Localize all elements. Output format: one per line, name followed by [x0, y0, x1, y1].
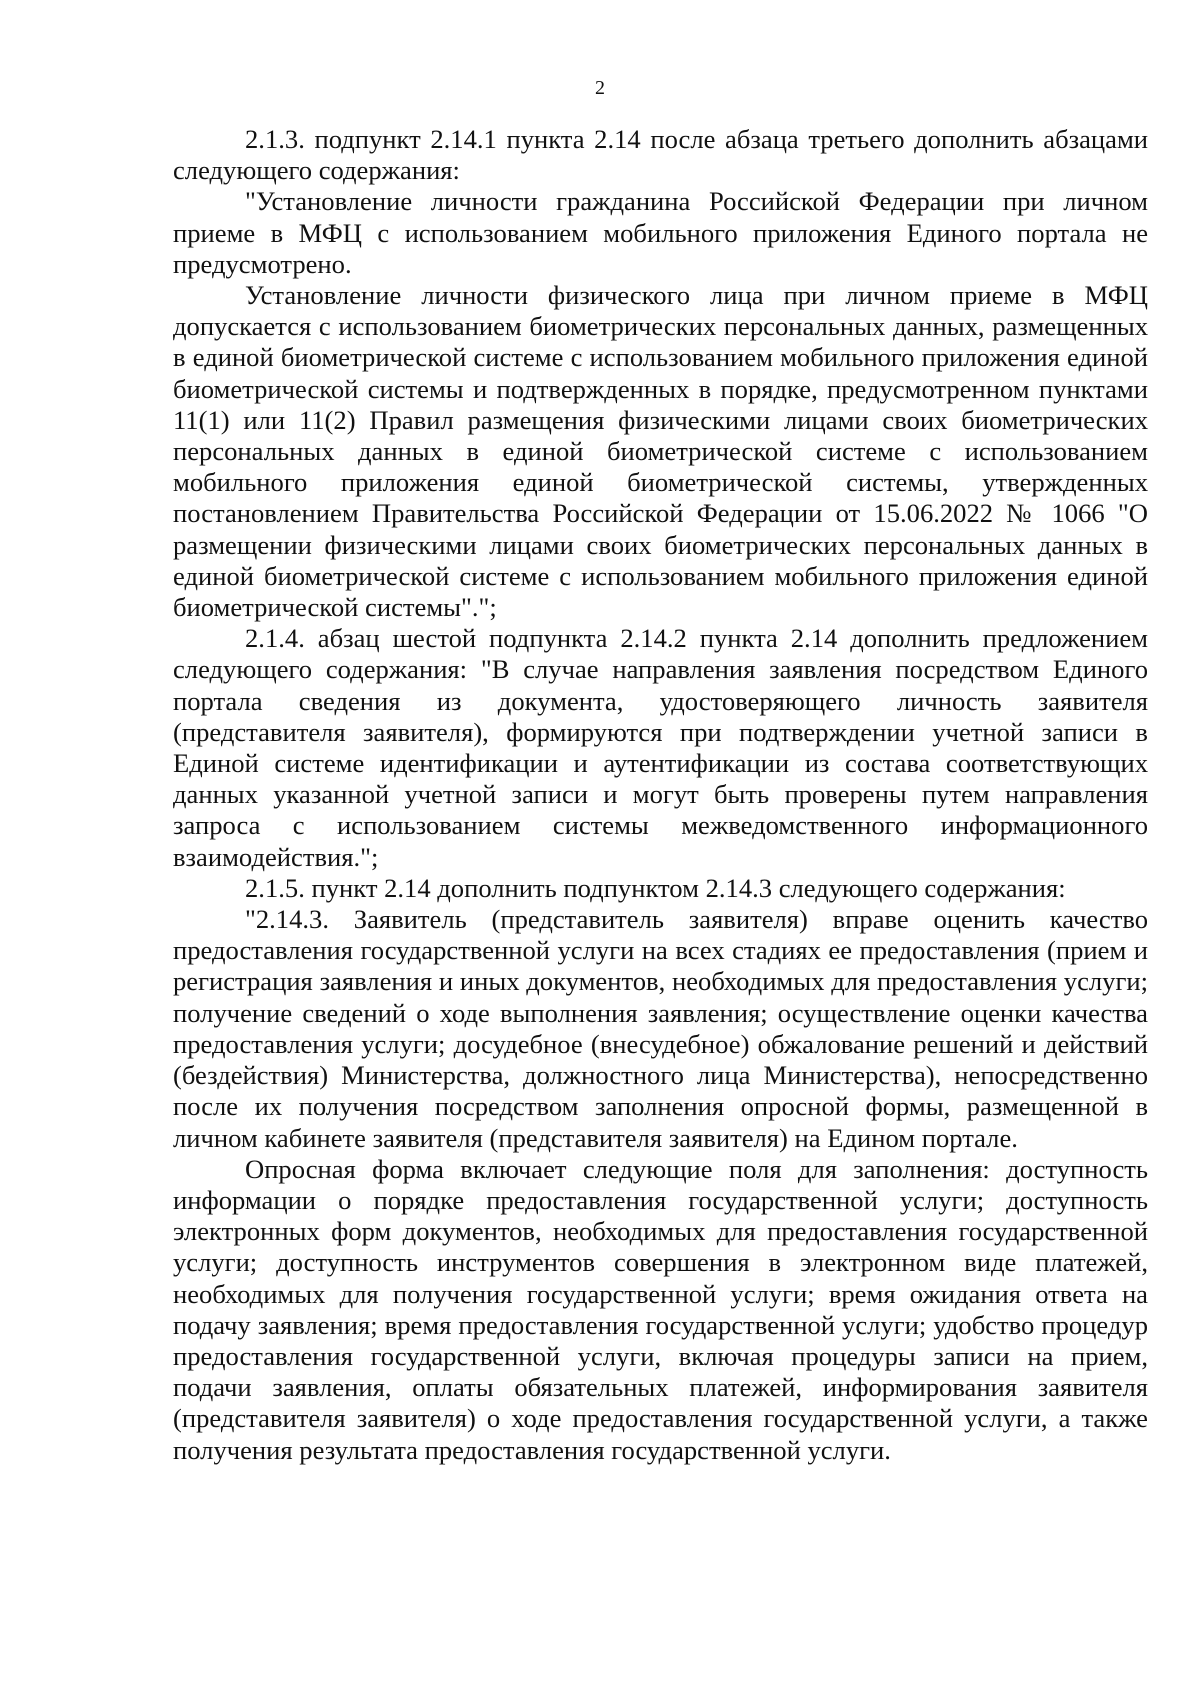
paragraph-biometric-identification: Установление личности физического лица при личном приеме в МФЦ допускается с использованием биометрических персональных данных, размещенных в единой биометрической системе с использованием мобильного приложения единой биометрической системы и подтвержденных в порядке, предусмотренном пунктами 11(1) или 11(2) Правил размещения физическими лицами своих биометрических персональных данных в единой биометрической системе с использованием мобильного приложения единой биометрической системы, утвержденных постановлением Правительства Российской Федерации от 15.06.2022 № 1066 "О размещении физическими лицами своих биометрических персональных данных в единой биометрической системе с использованием мобильного приложения единой биометрической системы"."; [173, 280, 1148, 623]
paragraph-2-1-4: 2.1.4. абзац шестой подпункта 2.14.2 пункта 2.14 дополнить предложением следующего содержания: "В случае направления заявления посредством Единого портала сведения из документа, удостоверяющего личность заявителя (представителя заявителя), формируются при подтверждении учетной записи в Единой системе идентификации и аутентификации из состава соответствующих данных указанной учетной записи и могут быть проверены путем направления запроса с использованием системы межведомственного информационного взаимодействия."; [173, 623, 1148, 872]
paragraph-identity-mfc: "Установление личности гражданина Российской Федерации при личном приеме в МФЦ с использованием мобильного приложения Единого портала не предусмотрено. [173, 186, 1148, 279]
paragraph-2-14-3: "2.14.3. Заявитель (представитель заявителя) вправе оценить качество предоставления государственной услуги на всех стадиях ее предоставления (прием и регистрация заявления и иных документов, необходимых для предоставления услуги; получение сведений о ходе выполнения заявления; осуществление оценки качества предоставления услуги; досудебное (внесудебное) обжалование решений и действий (бездействия) Министерства, должностного лица Министерства), непосредственно после их получения посредством заполнения опросной формы, размещенной в личном кабинете заявителя (представителя заявителя) на Едином портале. [173, 904, 1148, 1153]
paragraph-survey-form: Опросная форма включает следующие поля для заполнения: доступность информации о порядке предоставления государственной услуги; доступность электронных форм документов, необходимых для предоставления государственной услуги; доступность инструментов совершения в электронном виде платежей, необходимых для получения государственной услуги; время ожидания ответа на подачу заявления; время предоставления государственной услуги; удобство процедур предоставления государственной услуги, включая процедуры записи на прием, подачи заявления, оплаты обязательных платежей, информирования заявителя (представителя заявителя) о ходе предоставления государственной услуги, а также получения результата предоставления государственной услуги. [173, 1153, 1148, 1465]
document-body [173, 124, 1148, 1466]
page-number: 2 [595, 77, 605, 99]
paragraph-2-1-5: 2.1.5. пункт 2.14 дополнить подпунктом 2.14.3 следующего содержания: [245, 872, 1066, 903]
paragraph-2-1-3: 2.1.3. подпункт 2.14.1 пункта 2.14 после абзаца третьего дополнить абзацами следующего содержания: [173, 124, 1148, 186]
